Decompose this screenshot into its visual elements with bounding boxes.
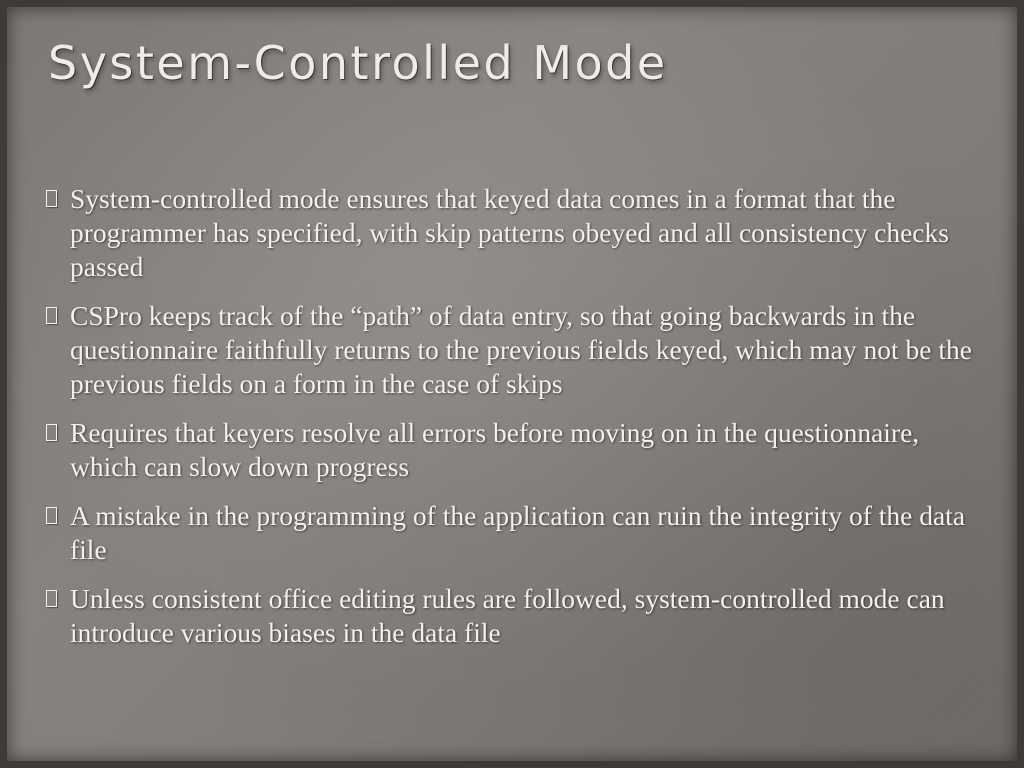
bullet-item (46, 416, 976, 484)
bullet-item (46, 182, 976, 284)
square-bullet-icon (46, 507, 57, 524)
bullet-text: System-controlled mode ensures that keyed data comes in a format that the programmer has specified, with skip patterns obeyed and all consistency checks passed (70, 183, 949, 282)
square-bullet-icon (46, 190, 57, 207)
bullet-item (46, 499, 976, 567)
bullet-text: Unless consistent office editing rules are followed, system-controlled mode can introduce various biases in the data file (70, 583, 945, 648)
slide-title: System-Controlled Mode (48, 36, 668, 90)
square-bullet-icon (46, 590, 57, 607)
bullet-text: CSPro keeps track of the “path” of data entry, so that going backwards in the questionnaire faithfully returns to the previous fields keyed, which may not be the previous fields on a form in the case of skips (70, 300, 972, 399)
bullet-text: Requires that keyers resolve all errors before moving on in the questionnaire, which can slow down progress (70, 417, 920, 482)
bullet-text: A mistake in the programming of the application can ruin the integrity of the data file (70, 500, 966, 565)
bullet-item (46, 299, 976, 401)
bullet-list (46, 182, 976, 665)
bullet-item (46, 582, 976, 650)
square-bullet-icon (46, 307, 57, 324)
square-bullet-icon (46, 424, 57, 441)
